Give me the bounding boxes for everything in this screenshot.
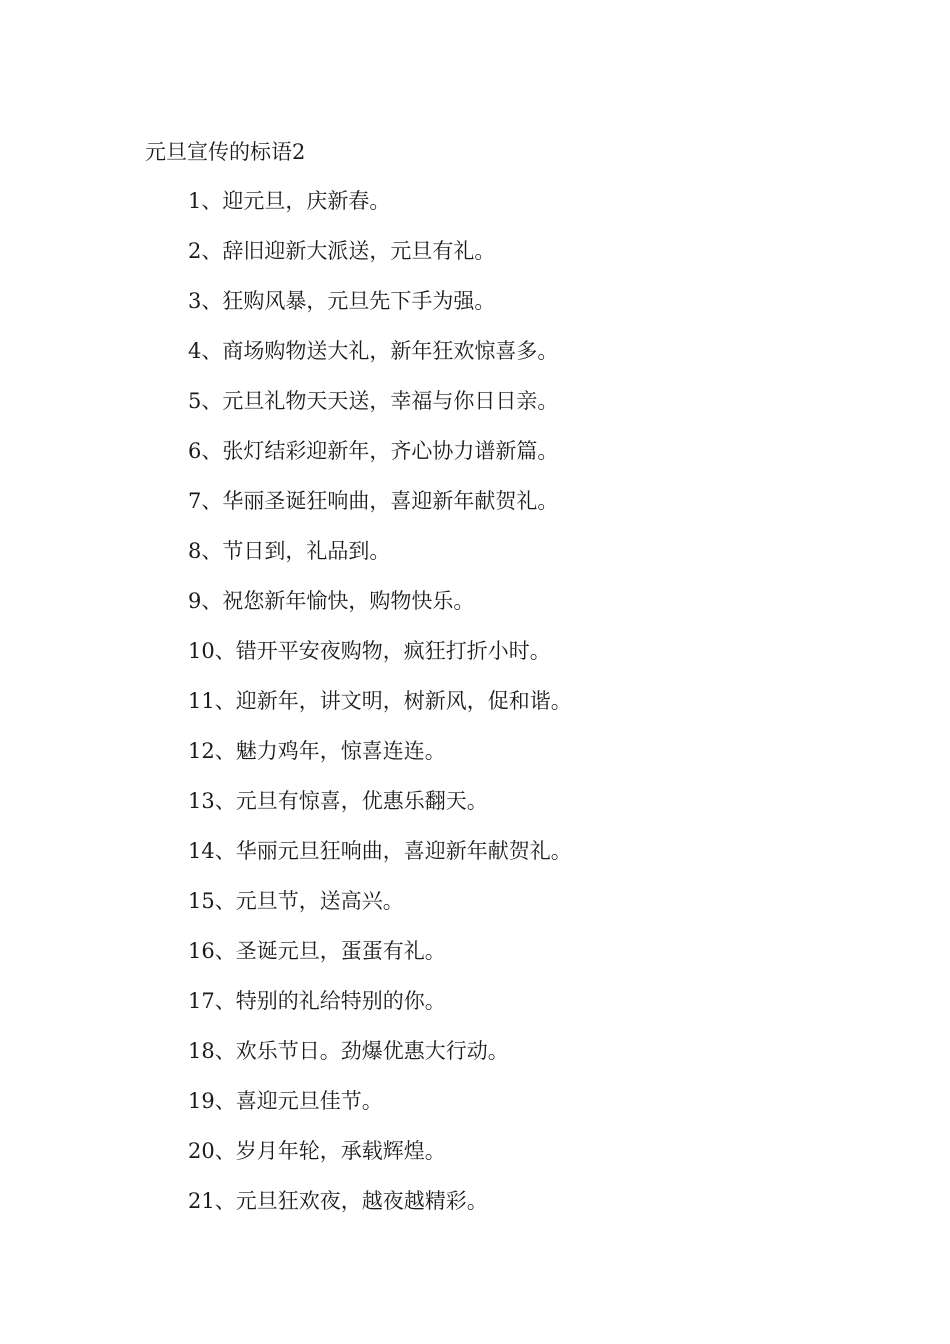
list-item: 20、岁月年轮，承载辉煌。 xyxy=(188,1139,446,1163)
list-item: 9、祝您新年愉快，购物快乐。 xyxy=(188,589,475,613)
list-item: 6、张灯结彩迎新年，齐心协力谱新篇。 xyxy=(188,439,559,463)
list-item: 5、元旦礼物天天送，幸福与你日日亲。 xyxy=(188,389,559,413)
list-item: 10、错开平安夜购物，疯狂打折小时。 xyxy=(188,639,551,663)
list-item: 3、狂购风暴，元旦先下手为强。 xyxy=(188,289,496,313)
list-item: 4、商场购物送大礼，新年狂欢惊喜多。 xyxy=(188,339,559,363)
list-item: 21、元旦狂欢夜，越夜越精彩。 xyxy=(188,1189,488,1213)
list-item: 15、元旦节，送高兴。 xyxy=(188,889,404,913)
list-item: 13、元旦有惊喜，优惠乐翻天。 xyxy=(188,789,488,813)
list-item: 17、特别的礼给特别的你。 xyxy=(188,989,446,1013)
list-item: 14、华丽元旦狂响曲，喜迎新年献贺礼。 xyxy=(188,839,572,863)
list-item: 19、喜迎元旦佳节。 xyxy=(188,1089,383,1113)
list-item: 12、魅力鸡年，惊喜连连。 xyxy=(188,739,446,763)
list-item: 2、辞旧迎新大派送，元旦有礼。 xyxy=(188,239,496,263)
list-item: 8、节日到，礼品到。 xyxy=(188,539,391,563)
list-item: 11、迎新年，讲文明，树新风，促和谐。 xyxy=(188,689,572,713)
list-item: 16、圣诞元旦，蛋蛋有礼。 xyxy=(188,939,446,963)
list-item: 18、欢乐节日。劲爆优惠大行动。 xyxy=(188,1039,509,1063)
list-item: 7、华丽圣诞狂响曲，喜迎新年献贺礼。 xyxy=(188,489,559,513)
document-title: 元旦宣传的标语2 xyxy=(145,140,306,164)
list-item: 1、迎元旦，庆新春。 xyxy=(188,189,391,213)
slogan-list xyxy=(188,186,572,1236)
